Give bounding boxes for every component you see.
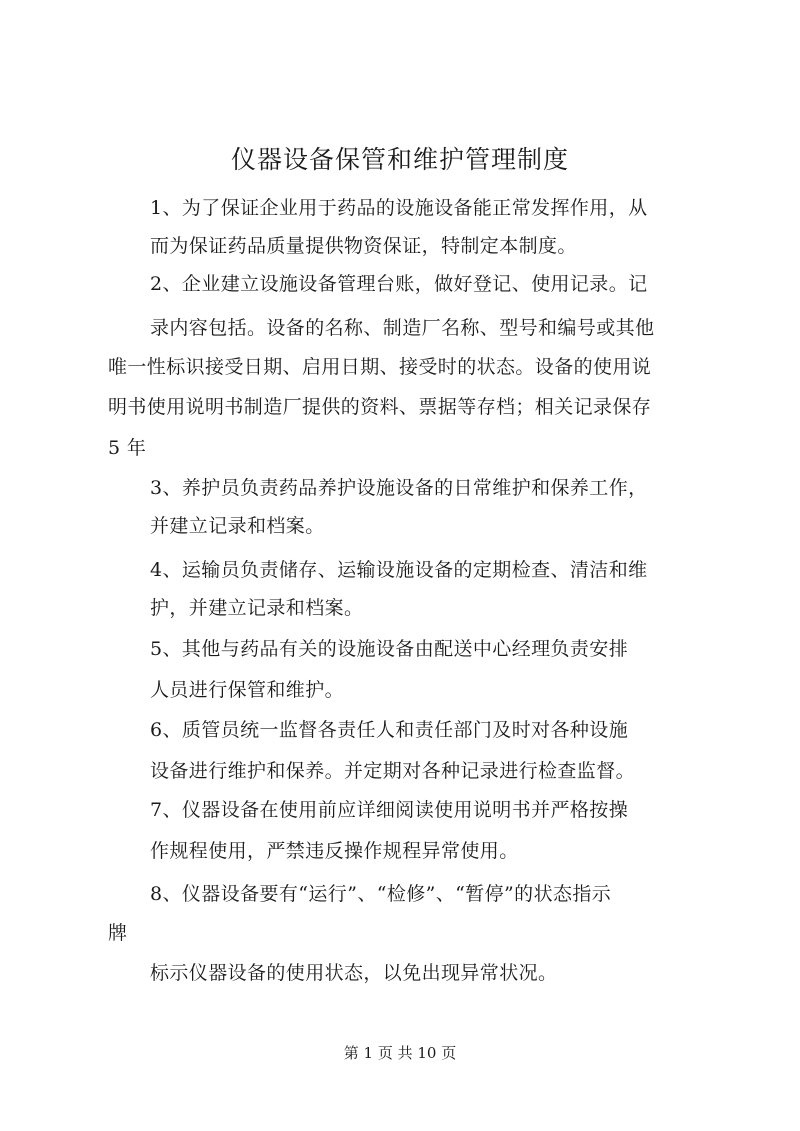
paragraph-7-line-1: 7、仪器设备在使用前应详细阅读使用说明书并严格按操: [150, 799, 629, 821]
page-number-footer: 第 1 页 共 10 页: [343, 1044, 457, 1062]
paragraph-2-line-5: 5 年: [108, 437, 147, 459]
paragraph-2-line-4: 明书使用说明书制造厂提供的资料、票据等存档；相关记录保存: [108, 396, 652, 418]
paragraph-1-line-2: 而为保证药品质量提供物资保证，特制定本制度。: [150, 235, 577, 257]
paragraph-2-line-2: 录内容包括。设备的名称、制造厂名称、型号和编号或其他: [150, 317, 655, 339]
paragraph-2-line-1: 2、企业建立设施设备管理台账，做好登记、使用记录。记: [150, 273, 648, 295]
paragraph-6-line-2: 设备进行维护和保养。并定期对各种记录进行检查监督。: [150, 760, 636, 782]
paragraph-8-line-2: 牌: [108, 922, 128, 944]
paragraph-5-line-1: 5、其他与药品有关的设施设备由配送中心经理负责安排: [150, 638, 629, 660]
paragraph-1-line-1: 1、为了保证企业用于药品的设施设备能正常发挥作用，从: [150, 197, 648, 219]
paragraph-4-line-2: 护，并建立记录和档案。: [150, 597, 364, 619]
paragraph-6-line-1: 6、质管员统一监督各责任人和责任部门及时对各种设施: [150, 719, 629, 741]
paragraph-4-line-1: 4、运输员负责储存、运输设施设备的定期检查、清洁和维: [150, 559, 648, 581]
paragraph-2-line-3: 唯一性标识接受日期、启用日期、接受时的状态。设备的使用说: [108, 356, 652, 378]
paragraph-7-line-2: 作规程使用，严禁违反操作规程异常使用。: [150, 840, 519, 862]
paragraph-8-line-1: 8、仪器设备要有“运行”、“检修”、“暂停”的状态指示: [150, 883, 612, 905]
document-title: 仪器设备保管和维护管理制度: [230, 145, 569, 174]
paragraph-3-line-1: 3、养护员负责药品养护设施设备的日常维护和保养工作，: [150, 477, 648, 499]
paragraph-3-line-2: 并建立记录和档案。: [150, 515, 325, 537]
paragraph-5-line-2: 人员进行保管和维护。: [150, 679, 345, 701]
paragraph-8-line-3: 标示仪器设备的使用状态，以免出现异常状况。: [150, 962, 558, 984]
